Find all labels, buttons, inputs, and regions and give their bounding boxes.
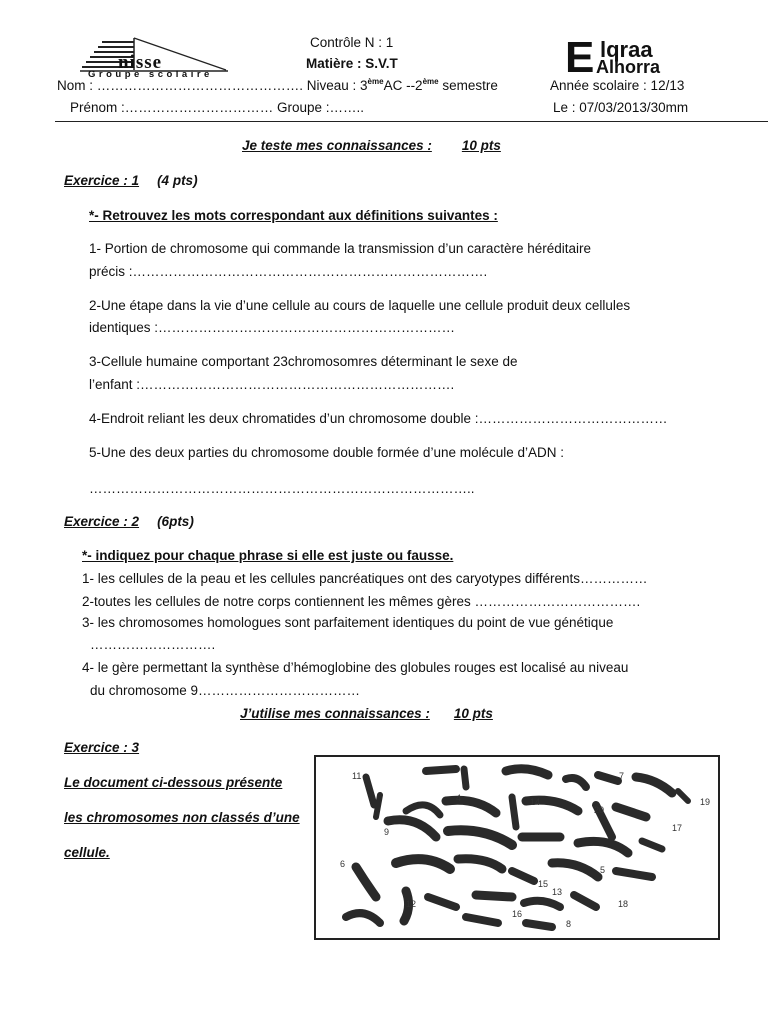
ex2-title: Exercice : 2 — [64, 514, 140, 529]
chromosome-label-15: 15 — [538, 879, 549, 889]
ex1-q3-line2: l’enfant :……………………………………………………………. — [89, 377, 455, 392]
chromosome-label-11: 11 — [352, 771, 362, 781]
ex1-instruction: *- Retrouvez les mots correspondant aux définitions suivantes : — [89, 208, 498, 223]
logo-right-line1: lqraa — [600, 37, 653, 62]
ex2-s4-line1: 4- le gère permettant la synthèse d’hémoglobine des globules rouges est localisé au niveau — [82, 660, 629, 675]
ex1-q4: 4-Endroit reliant les deux chromatides d’un chromosome double :…………………………………… — [89, 411, 668, 426]
ex2-heading — [64, 514, 194, 529]
chromosome-label-13: 13 — [552, 887, 563, 897]
chromosome-figure — [314, 755, 720, 940]
ex1-q5-line1: 5-Une des deux parties du chromosome double formée d’une molécule d’ADN : — [89, 445, 565, 460]
chromosome-label-18: 18 — [618, 899, 629, 909]
section2-title-text: J’utilise mes connaissances : — [240, 706, 430, 721]
logo-right-e: E — [565, 33, 595, 82]
ex2-s1: 1- les cellules de la peau et les cellules pancréatiques ont des caryotypes différents…………… — [82, 571, 648, 586]
nom-niveau-text: Nom : ………………………………………. Niveau : 3 — [57, 78, 368, 93]
section2-points: 10 pts — [453, 706, 493, 721]
chromosome-label-12: 12 — [406, 899, 417, 909]
ex1-q1-line2: précis :……………………………………………………………………. — [89, 264, 488, 279]
chromosome-label-19: 19 — [700, 797, 711, 807]
ex3-line3: cellule. — [64, 845, 110, 860]
ex1-q1-line1: 1- Portion de chromosome qui commande la transmission d’un caractère héréditaire — [89, 241, 591, 256]
chromosome-label-8: 8 — [566, 919, 572, 929]
annee-scolaire: Année scolaire : 12/13 — [550, 78, 685, 93]
niveau-sup2: ème — [422, 77, 439, 86]
header-divider — [55, 121, 768, 122]
ex2-instruction: *- indiquez pour chaque phrase si elle est juste ou fausse. — [82, 548, 454, 563]
ex1-heading — [64, 173, 198, 188]
section1-points: 10 pts — [461, 138, 501, 153]
logo-right-line2: Alhorra — [596, 57, 661, 77]
chromosome-label-14: 14 — [530, 797, 541, 807]
niveau-mid: AC --2 — [383, 78, 423, 93]
chromosome-label-5: 5 — [600, 865, 606, 875]
chromosome-drawing — [316, 757, 718, 938]
chromosome-label-20: 20 — [594, 805, 605, 815]
controle-number: Contrôle N : 1 — [310, 35, 394, 50]
section1-title-text: Je teste mes connaissances : — [242, 138, 432, 153]
ex1-q2-line1: 2-Une étape dans la vie d’une cellule au cours de laquelle une cellule produit deux cellules — [89, 298, 631, 313]
chromosome-label-7: 7 — [619, 771, 625, 781]
ex3-line1: Le document ci-dessous présente — [64, 775, 283, 790]
niveau-end: semestre — [438, 78, 498, 93]
ex2-s3-line1: 3- les chromosomes homologues sont parfaitement identiques du point de vue génétique — [82, 615, 614, 630]
ex2-s3-line2: ………………………. — [90, 637, 216, 652]
ex1-q3-line1: 3-Cellule humaine comportant 23chromosomres déterminant le sexe de — [89, 354, 518, 369]
section2-title — [240, 706, 493, 721]
ex2-s4-line2: du chromosome 9……………………………… — [90, 683, 361, 698]
chromosome-label-17: 17 — [672, 823, 683, 833]
date: Le : 07/03/2013/30mm — [553, 100, 689, 115]
ex1-title: Exercice : 1 — [64, 173, 140, 188]
ex3-title: Exercice : 3 — [64, 740, 140, 755]
logo-left-subtitle: Groupe scolaire — [88, 69, 213, 80]
matiere: Matière : S.V.T — [306, 56, 398, 71]
ex2-points: (6pts) — [157, 514, 194, 529]
ex2-s2: 2-toutes les cellules de notre corps contiennent les mêmes gères ………………………………. — [82, 594, 641, 609]
chromosome-label-6: 6 — [340, 859, 346, 869]
chromosome-label-9: 9 — [384, 827, 390, 837]
ex1-points: (4 pts) — [157, 173, 198, 188]
nom-niveau-line — [57, 78, 498, 93]
chromosome-label-4: 4 — [456, 793, 462, 803]
prenom-groupe-line: Prénom :…………………………… Groupe :…….. — [70, 100, 365, 115]
niveau-sup1: ème — [367, 77, 384, 86]
section1-title — [242, 138, 501, 153]
logo-left-name: nisse — [118, 52, 163, 73]
chromosome-label-16: 16 — [512, 909, 523, 919]
ex1-q2-line2: identiques :………………………………………………………… — [89, 320, 456, 335]
ex3-line2: les chromosomes non classés d’une — [64, 810, 300, 825]
ex1-q5-line2: ………………………………………………………………………….. — [89, 481, 475, 496]
